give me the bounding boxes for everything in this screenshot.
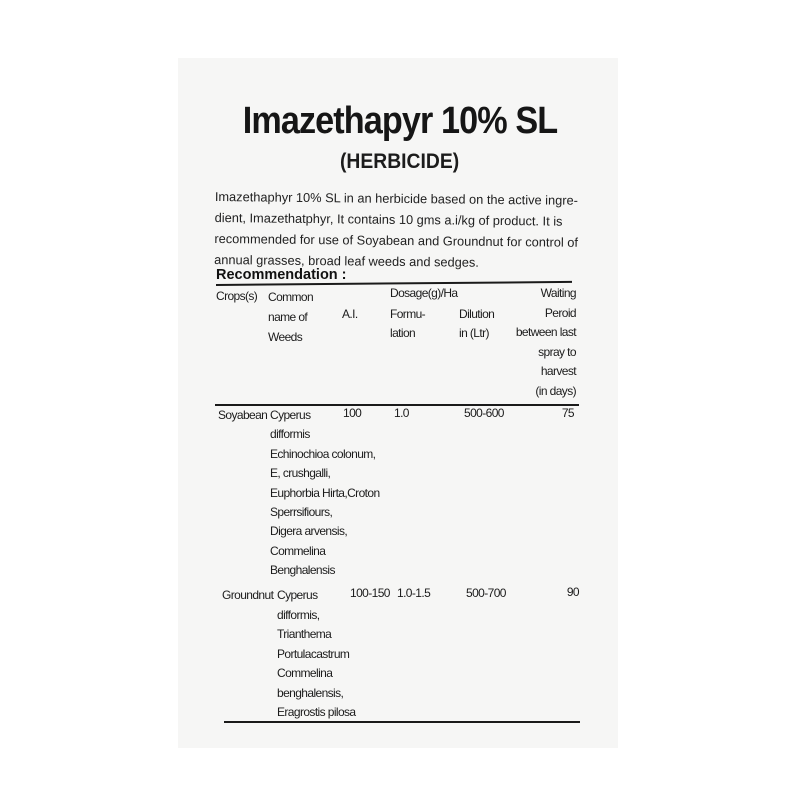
row-groundnut-waiting: 90 <box>566 585 579 599</box>
row-soyabean-weeds <box>270 406 380 581</box>
header-weeds-line: Weeds <box>268 330 303 344</box>
header-waiting-period <box>488 284 576 401</box>
row-soyabean-formulation: 1.0 <box>394 406 409 420</box>
row-soyabean-dilution: 500-600 <box>464 406 504 420</box>
weed-name: Portulacastrum <box>277 646 350 661</box>
weed-name: Cyperus <box>277 588 318 602</box>
weed-name: E, crushgalli, <box>270 466 331 481</box>
description-line: annual grasses, broad leaf weeds and sedges. <box>214 251 479 270</box>
header-dilution-line: in (Ltr) <box>459 326 489 340</box>
header-formulation-line: Formu- <box>390 307 426 321</box>
row-soyabean-waiting: 75 <box>561 406 574 420</box>
row-groundnut-formulation: 1.0-1.5 <box>397 586 431 600</box>
weed-name: Echinochioa colonum, <box>270 446 376 461</box>
row-groundnut-crop: Groundnut <box>222 588 274 602</box>
weed-name: Digera arvensis, <box>270 524 348 539</box>
row-groundnut-ai: 100-150 <box>350 586 390 600</box>
header-weeds <box>268 287 313 347</box>
recommendation-heading: Recommendation : <box>216 267 347 283</box>
header-ai: A.I. <box>342 307 358 321</box>
product-description <box>214 186 585 274</box>
weed-name: Trianthema <box>277 627 332 641</box>
header-waiting-line: between last <box>515 325 576 339</box>
weed-name: Cyperus <box>270 408 311 422</box>
description-line: recommended for use of Soyabean and Groundnut for control of <box>214 230 579 250</box>
header-waiting-line: harvest <box>540 364 576 378</box>
header-dosage: Dosage(g)/Ha <box>390 286 458 300</box>
row-soyabean-ai: 100 <box>343 406 362 420</box>
weed-name: Commelina <box>277 666 333 680</box>
weed-name: difformis <box>270 427 310 442</box>
row-groundnut-weeds <box>277 586 356 723</box>
product-category: (HERBICIDE) <box>340 150 460 173</box>
header-waiting-line: Peroid <box>544 305 576 320</box>
weed-name: Eragrostis pilosa <box>277 705 356 719</box>
header-dilution-line: Dilution <box>459 307 495 321</box>
weed-name: Sperrsifiours, <box>270 505 333 520</box>
weed-name: difformis, <box>277 607 320 622</box>
weed-name: Euphorbia Hirta,Croton <box>270 485 380 500</box>
header-weeds-line: Common <box>268 290 314 304</box>
header-waiting-line: spray to <box>538 344 576 359</box>
product-title: Imazethapyr 10% SL <box>242 100 558 142</box>
row-soyabean-crop: Soyabean <box>218 408 268 422</box>
weed-name: Commelina <box>270 543 326 558</box>
header-formulation <box>390 305 425 343</box>
header-waiting-line: Waiting <box>540 286 576 300</box>
header-waiting-line: (in days) <box>535 383 576 398</box>
description-line: Imazethaphyr 10% SL in an herbicide based on the active ingre- <box>214 188 578 208</box>
header-crops: Crops(s) <box>216 289 258 303</box>
description-line: dient, Imazethatphyr, It contains 10 gms a.i/kg of product. It is <box>214 209 563 229</box>
header-weeds-line: name of <box>268 310 308 324</box>
header-formulation-line: lation <box>390 326 416 340</box>
row-groundnut-dilution: 500-700 <box>466 586 506 600</box>
weed-name: benghalensis, <box>277 685 344 700</box>
weed-name: Benghalensis <box>270 563 335 578</box>
